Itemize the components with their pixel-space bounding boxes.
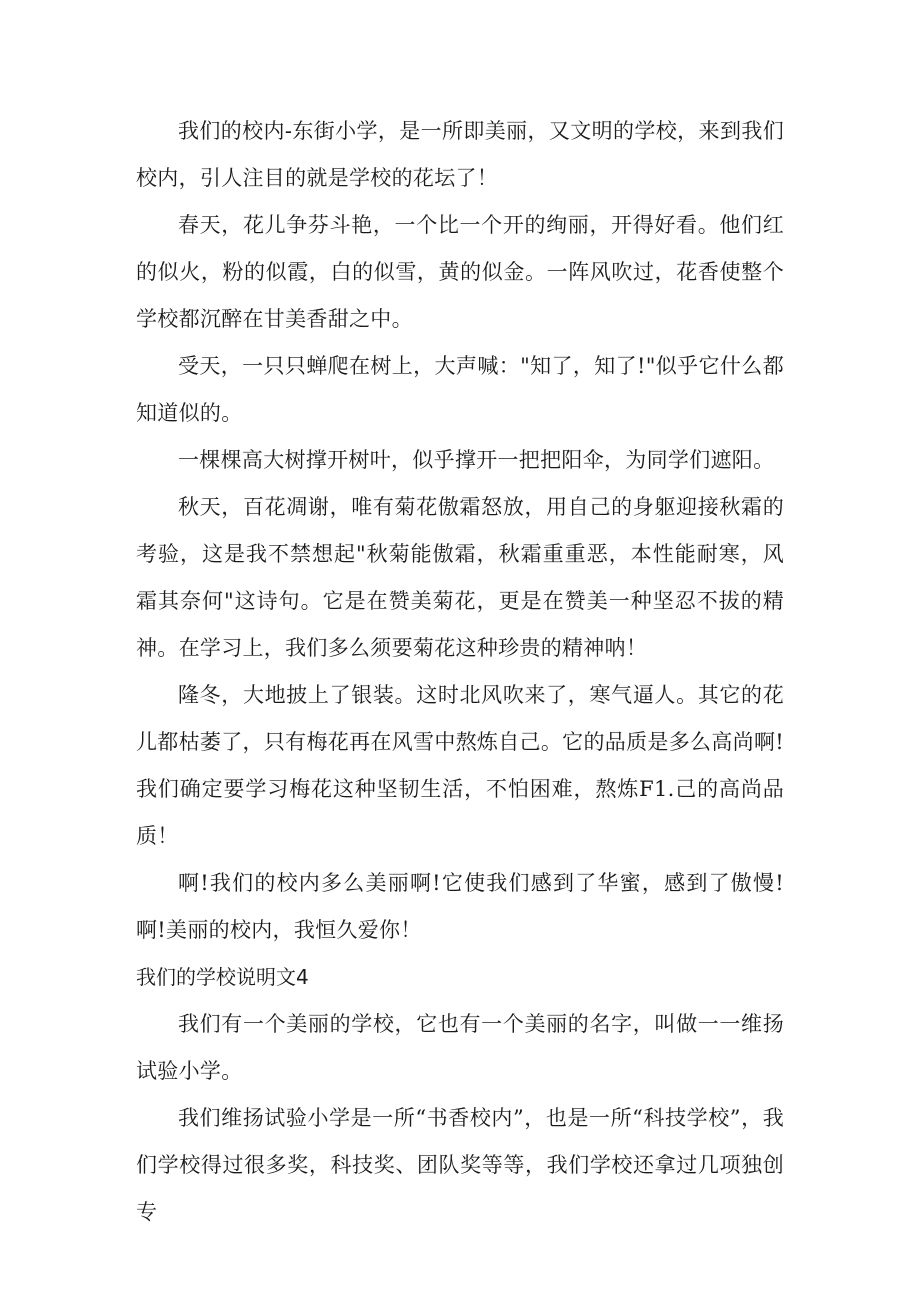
paragraph-school-awards: 我们维扬试验小学是一所“书香校内”，也是一所“科技学校”，我们学校得过很多奖，科技奖、团队奖等等，我们学校还拿过几项独创专 [136,1106,784,1224]
paragraph-spring: 春天，花儿争芬斗艳，一个比一个开的绚丽，开得好看。他们红的似火，粉的似霞，白的似雪，黄的似金。一阵风吹过，花香使整个学校都沉醉在甘美香甜之中。 [136,213,784,331]
paragraph-summer: 受天，一只只蝉爬在树上，大声喊："知了，知了!"似乎它什么都知道似的。 [136,354,784,425]
document-body [136,108,784,1236]
paragraph-autumn: 秋天，百花凋谢，唯有菊花傲霜怒放，用自己的身躯迎接秋霜的考验，这是我不禁想起"秋菊能傲霜，秋霜重重恶，本性能耐寒，风霜其奈何"这诗句。它是在赞美菊花，更是在赞美一种坚忍不拔的精神。在学习上，我们多么须要菊花这种珍贵的精神呐！ [136,495,784,660]
paragraph-conclusion: 啊!我们的校内多么美丽啊!它使我们感到了华蜜，感到了傲慢!啊!美丽的校内，我恒久爱你！ [136,871,784,942]
section-heading: 我们的学校说明文4 [136,965,309,989]
paragraph-school-name: 我们有一个美丽的学校，它也有一个美丽的名字，叫做一一维扬试验小学。 [136,1012,784,1083]
paragraph-intro: 我们的校内-东街小学，是一所即美丽，又文明的学校，来到我们校内，引人注目的就是学校的花坛了！ [136,119,784,190]
paragraph-winter: 隆冬，大地披上了银装。这时北风吹来了，寒气逼人。其它的花儿都枯萎了，只有梅花再在风雪中熬炼自己。它的品质是多么高尚啊!我们确定要学习梅花这种坚韧生活，不怕困难，熬炼F1.己的高尚品质！ [136,683,784,848]
paragraph-trees: 一棵棵高大树撑开树叶，似乎撑开一把把阳伞，为同学们遮阳。 [178,448,775,472]
